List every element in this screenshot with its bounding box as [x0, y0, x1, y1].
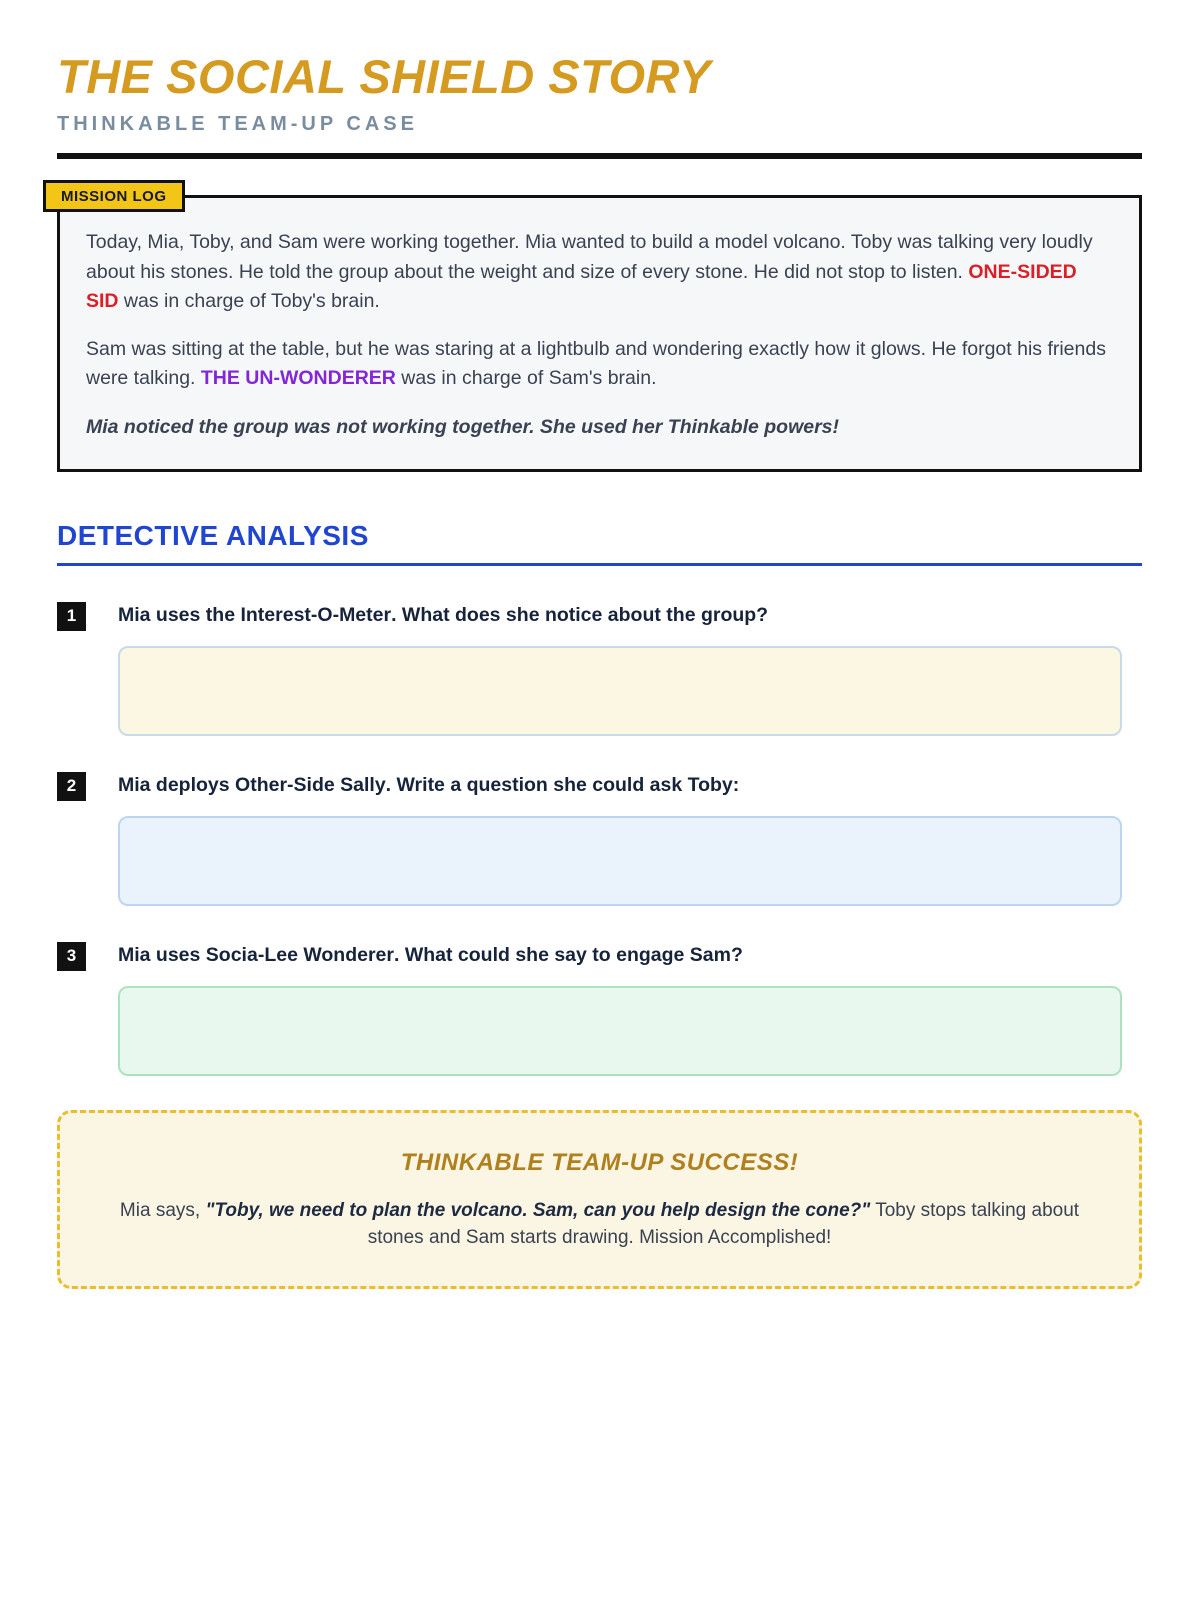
question-text-pre: Mia uses the: [118, 603, 241, 626]
paragraph-text: Today, Mia, Toby, and Sam were working together. Mia wanted to build a model volcano. Toby was talking very loudly about his stones. He told the group about the weight and size of every stone. He did not stop to listen.: [86, 231, 1093, 283]
paragraph-text: was in charge of Toby's brain.: [118, 289, 380, 312]
question-number-badge: 1: [57, 602, 86, 631]
question-number-badge: 2: [57, 772, 86, 801]
success-title: THINKABLE TEAM-UP SUCCESS!: [400, 1148, 799, 1176]
detective-analysis-heading: DETECTIVE ANALYSIS: [57, 520, 1142, 566]
question-text-post: . Write a question she could ask Toby:: [385, 773, 740, 796]
success-box: [57, 1110, 1142, 1289]
page-subtitle: THINKABLE TEAM-UP CASE: [57, 113, 418, 136]
success-text-post: Toby stops talking about stones and Sam starts drawing. Mission Accomplished!: [367, 1199, 1080, 1249]
question-row: [57, 602, 1142, 631]
question-text: [118, 772, 739, 797]
tool-name: Interest-O-Meter: [240, 603, 392, 626]
un-wonderer-highlight: THE UN-WONDERER: [200, 367, 396, 390]
mission-paragraph-1: [86, 228, 1111, 316]
question-text-pre: Mia deploys: [118, 773, 236, 796]
question-text: [118, 602, 768, 627]
mission-log-box: [57, 188, 1142, 472]
success-body: [106, 1197, 1093, 1252]
success-quote: "Toby, we need to plan the volcano. Sam, can you help design the cone?": [205, 1199, 871, 1221]
paragraph-text: was in charge of Sam's brain.: [395, 367, 657, 390]
question-number-badge: 3: [57, 942, 86, 971]
answer-box-1[interactable]: [118, 646, 1122, 736]
header-divider: [57, 153, 1142, 159]
question-text-post: . What does she notice about the group?: [391, 603, 769, 626]
question-text-pre: Mia uses: [118, 943, 206, 966]
answer-box-2[interactable]: [118, 816, 1122, 906]
mission-log-badge: MISSION LOG: [43, 180, 185, 212]
question-row: [57, 772, 1142, 801]
paragraph-text: Sam was sitting at the table, but he was staring at a lightbulb and wondering exactly how it glows. He forgot his friends were talking.: [86, 338, 1106, 390]
tool-name: Socia-Lee Wonderer: [205, 943, 394, 966]
question-block-2: [57, 772, 1142, 906]
one-sided-sid-highlight: ONE-SIDED SID: [86, 260, 1077, 312]
question-text: [118, 942, 743, 967]
answer-box-3[interactable]: [118, 986, 1122, 1076]
question-block-1: [57, 602, 1142, 736]
tool-name: Other-Side Sally: [235, 773, 386, 796]
question-block-3: [57, 942, 1142, 1076]
mission-conclusion: Mia noticed the group was not working together. She used her Thinkable powers!: [86, 415, 840, 438]
page-title: THE SOCIAL SHIELD STORY: [57, 50, 711, 103]
mission-paragraph-2: [86, 335, 1111, 394]
question-text-post: . What could she say to engage Sam?: [394, 943, 743, 966]
question-row: [57, 942, 1142, 971]
success-text-pre: Mia says,: [119, 1199, 206, 1221]
